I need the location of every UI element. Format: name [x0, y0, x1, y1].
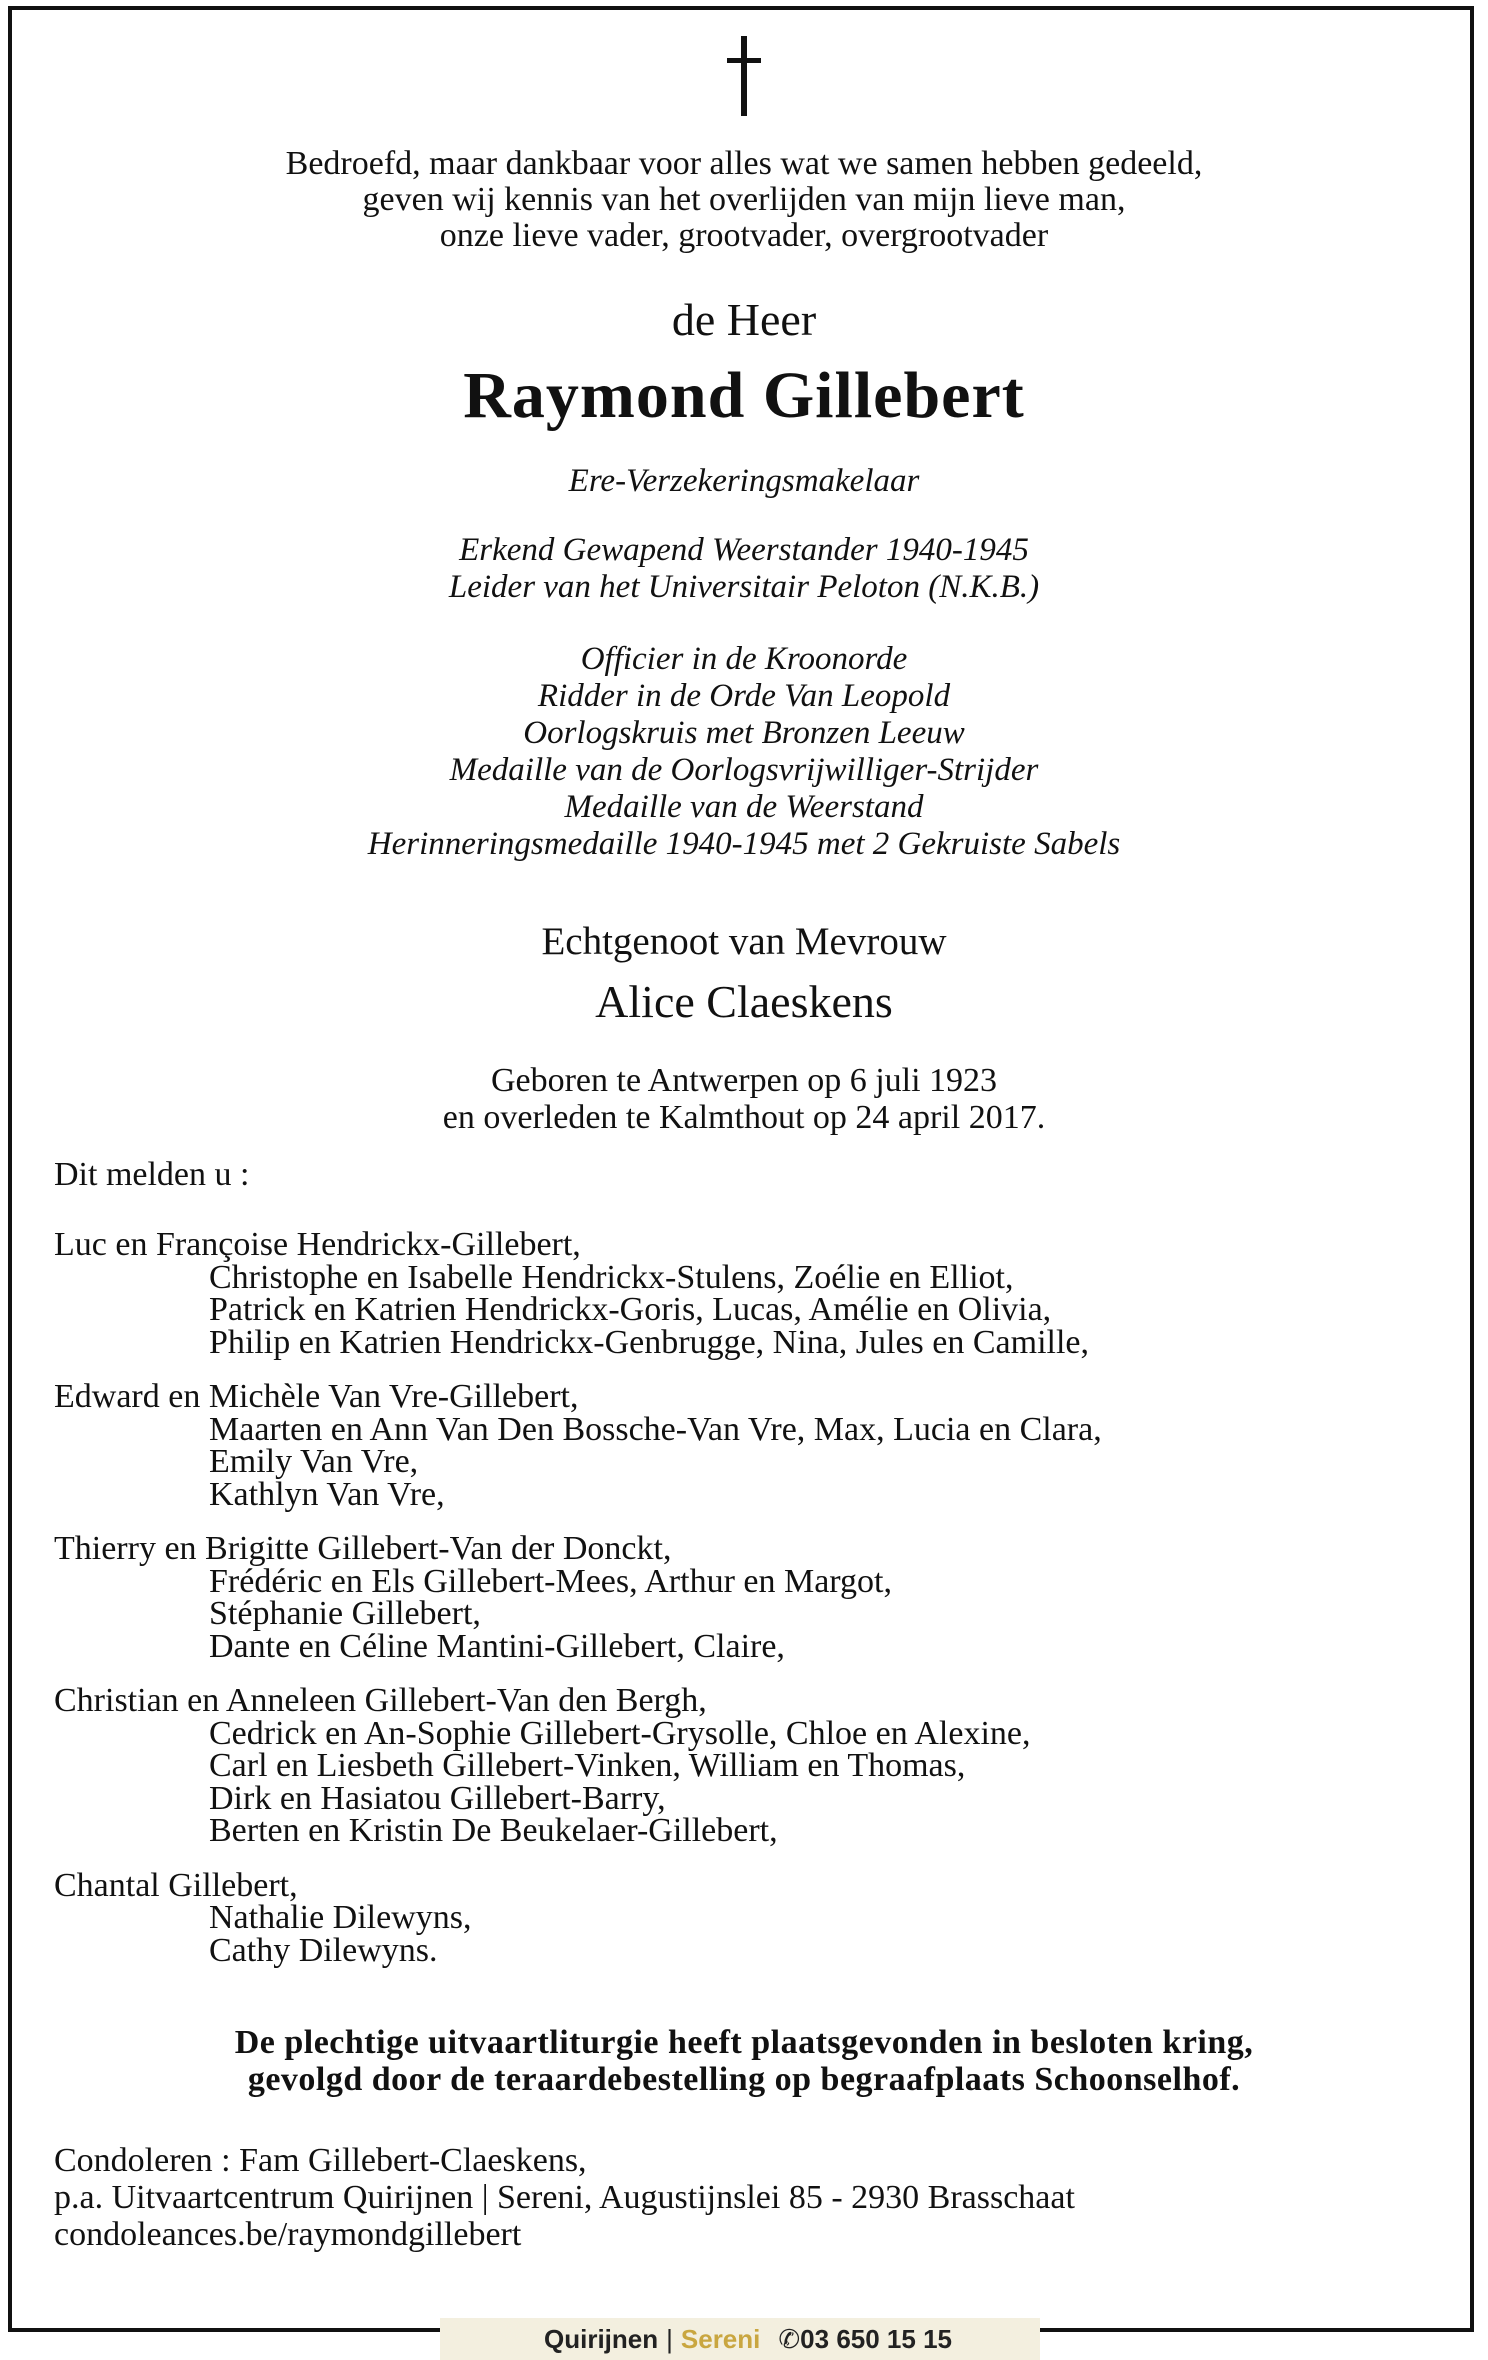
- honour-line: Oorlogskruis met Bronzen Leeuw: [523, 715, 965, 751]
- announce-label: Dit melden u :: [54, 1156, 250, 1193]
- family-member: Frédéric en Els Gillebert-Mees, Arthur en Margot,: [209, 1562, 892, 1600]
- family-member: Philip en Katrien Hendrickx-Genbrugge, Nina, Jules en Camille,: [209, 1323, 1089, 1361]
- family-list: [54, 1226, 1434, 1989]
- honour-line: Ridder in de Orde Van Leopold: [537, 678, 951, 714]
- ceremony-text: [0, 2024, 1488, 2098]
- condolences-block: [54, 2142, 1075, 2253]
- family-member: Emily Van Vre,: [209, 1443, 419, 1480]
- condolences-address: p.a. Uitvaartcentrum Quirijnen | Sereni, Augustijnslei 85 - 2930 Brasschaat: [54, 2179, 1075, 2216]
- family-member: Dante en Céline Mantini-Gillebert, Claire,: [209, 1627, 785, 1665]
- family-group: [54, 1226, 1434, 1361]
- birth-line: Geboren te Antwerpen op 6 juli 1923: [490, 1062, 998, 1099]
- honours-list: [0, 641, 1488, 863]
- family-group: [54, 1378, 1434, 1513]
- resistance-titles: [0, 532, 1488, 606]
- honour-line: Medaille van de Weerstand: [564, 789, 924, 825]
- resistance-line: Leider van het Universitair Peloton (N.K.B.): [448, 569, 1040, 605]
- salutation: de Heer: [671, 294, 817, 345]
- cross-icon: [727, 36, 761, 116]
- footer-band: [440, 2318, 1040, 2360]
- family-group: [54, 1866, 1434, 1969]
- family-head: Edward en Michèle Van Vre-Gillebert,: [54, 1378, 579, 1415]
- family-member: Nathalie Dilewyns,: [209, 1899, 472, 1936]
- brand-secondary: Sereni: [680, 2324, 761, 2354]
- ceremony-line: De plechtige uitvaartliturgie heeft plaatsgevonden in besloten kring,: [234, 2024, 1254, 2061]
- family-head: Chantal Gillebert,: [54, 1866, 298, 1904]
- intro-line: geven wij kennis van het overlijden van mijn lieve man,: [362, 181, 1126, 218]
- funeral-home-brand: [544, 2324, 952, 2355]
- brand-primary: Quirijnen: [544, 2324, 659, 2354]
- intro-line: onze lieve vader, grootvader, overgrootvader: [439, 217, 1049, 254]
- family-member: Cathy Dilewyns.: [209, 1931, 438, 1969]
- condolences-link[interactable]: condoleances.be/raymondgillebert: [54, 2216, 522, 2253]
- brand-separator: |: [666, 2324, 673, 2354]
- family-head: Christian en Anneleen Gillebert-Van den Bergh,: [54, 1682, 707, 1719]
- phone-number: ✆03 650 15 15: [778, 2324, 952, 2354]
- family-member: Stéphanie Gillebert,: [209, 1595, 481, 1632]
- family-group: [54, 1682, 1434, 1849]
- intro-line: Bedroefd, maar dankbaar voor alles wat we samen hebben gedeeld,: [285, 145, 1203, 182]
- spouse-name: Alice Claeskens: [595, 976, 893, 1027]
- family-member: Kathlyn Van Vre,: [209, 1475, 445, 1513]
- family-member: Patrick en Katrien Hendrickx-Goris, Lucas, Amélie en Olivia,: [209, 1291, 1052, 1328]
- family-member: Cedrick en An-Sophie Gillebert-Grysolle, Chloe en Alexine,: [209, 1714, 1031, 1752]
- death-line: en overleden te Kalmthout op 24 april 2017.: [442, 1099, 1046, 1136]
- intro-text: [0, 146, 1488, 254]
- profession-title: Ere-Verzekeringsmakelaar: [568, 463, 920, 499]
- family-member: Maarten en Ann Van Den Bossche-Van Vre, Max, Lucia en Clara,: [209, 1410, 1102, 1448]
- spouse-label: Echtgenoot van Mevrouw: [541, 920, 947, 963]
- deceased-name: Raymond Gillebert: [463, 359, 1025, 432]
- ceremony-line: gevolgd door de teraardebestelling op begraafplaats Schoonselhof.: [247, 2061, 1241, 2098]
- honour-line: Medaille van de Oorlogsvrijwilliger-Strijder: [449, 752, 1039, 788]
- family-member: Christophe en Isabelle Hendrickx-Stulens, Zoélie en Elliot,: [209, 1258, 1014, 1296]
- family-head: Luc en Françoise Hendrickx-Gillebert,: [54, 1226, 581, 1263]
- family-member: Berten en Kristin De Beukelaer-Gillebert,: [209, 1812, 778, 1849]
- honour-line: Officier in de Kroonorde: [580, 641, 908, 677]
- family-group: [54, 1530, 1434, 1665]
- family-member: Dirk en Hasiatou Gillebert-Barry,: [209, 1779, 666, 1817]
- resistance-line: Erkend Gewapend Weerstander 1940-1945: [459, 532, 1029, 568]
- condolences-line: Condoleren : Fam Gillebert-Claeskens,: [54, 2142, 587, 2179]
- family-head: Thierry en Brigitte Gillebert-Van der Donckt,: [54, 1530, 672, 1567]
- life-dates: [0, 1062, 1488, 1136]
- honour-line: Herinneringsmedaille 1940-1945 met 2 Gekruiste Sabels: [367, 826, 1121, 862]
- family-member: Carl en Liesbeth Gillebert-Vinken, William en Thomas,: [209, 1747, 966, 1784]
